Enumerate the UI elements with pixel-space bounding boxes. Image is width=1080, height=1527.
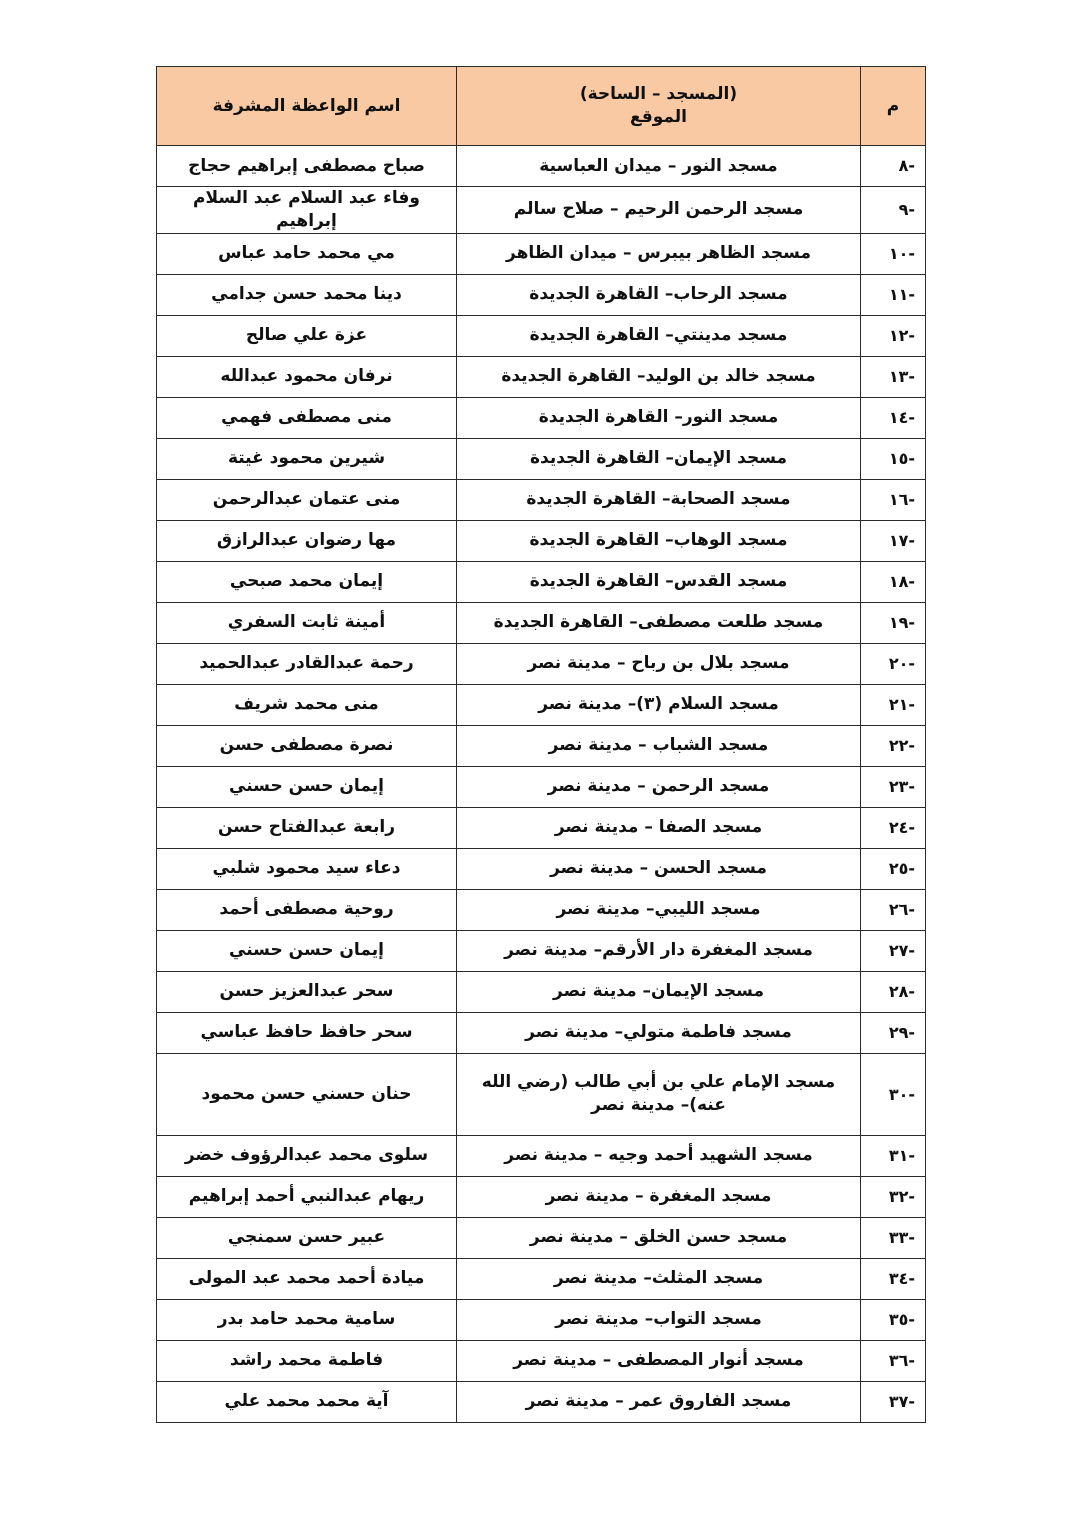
table-row xyxy=(157,397,926,438)
preacher-name-cell: منى محمد شريف xyxy=(157,684,457,725)
row-number: -١٥ xyxy=(861,438,926,479)
mosque-location-cell: مسجد الفاروق عمر – مدينة نصر xyxy=(457,1381,861,1422)
preacher-name-cell: روحية مصطفى أحمد xyxy=(157,889,457,930)
mosque-location-cell: مسجد حسن الخلق – مدينة نصر xyxy=(457,1217,861,1258)
mosque-location-cell: مسجد فاطمة متولي– مدينة نصر xyxy=(457,1012,861,1053)
mosque-location-cell: مسجد المثلث– مدينة نصر xyxy=(457,1258,861,1299)
preacher-name-cell: وفاء عبد السلام عبد السلام إبراهيم xyxy=(157,187,457,234)
table-row xyxy=(157,274,926,315)
row-number: -٣١ xyxy=(861,1135,926,1176)
mosque-location-cell: مسجد الشباب – مدينة نصر xyxy=(457,725,861,766)
row-number: -١٤ xyxy=(861,397,926,438)
row-number: -٣٦ xyxy=(861,1340,926,1381)
preacher-name-cell: عزة علي صالح xyxy=(157,315,457,356)
mosque-location-cell: مسجد السلام (٣)– مدينة نصر xyxy=(457,684,861,725)
row-number: -١١ xyxy=(861,274,926,315)
mosque-location-cell: مسجد النور – ميدان العباسية xyxy=(457,146,861,187)
table-body xyxy=(157,146,926,1423)
table-row xyxy=(157,643,926,684)
preacher-name-cell: دعاء سيد محمود شلبي xyxy=(157,848,457,889)
table-row xyxy=(157,1053,926,1135)
row-number: -٨ xyxy=(861,146,926,187)
row-number: -٩ xyxy=(861,187,926,234)
mosque-location-cell: مسجد الرحمن الرحيم – صلاح سالم xyxy=(457,187,861,234)
table-row xyxy=(157,1135,926,1176)
preacher-name-cell: سحر حافظ حافظ عباسي xyxy=(157,1012,457,1053)
preacher-name-cell: أمينة ثابت السفري xyxy=(157,602,457,643)
table-row xyxy=(157,807,926,848)
preacher-name-cell: حنان حسني حسن محمود xyxy=(157,1053,457,1135)
row-number: -١٦ xyxy=(861,479,926,520)
mosque-location-cell: مسجد طلعت مصطفى– القاهرة الجديدة xyxy=(457,602,861,643)
preacher-name-cell: مي محمد حامد عباس xyxy=(157,233,457,274)
mosque-location-cell: مسجد النور– القاهرة الجديدة xyxy=(457,397,861,438)
preacher-name-cell: إيمان حسن حسني xyxy=(157,930,457,971)
table-row xyxy=(157,971,926,1012)
preacher-name-cell: آية محمد محمد علي xyxy=(157,1381,457,1422)
row-number: -٣٠ xyxy=(861,1053,926,1135)
table-row xyxy=(157,146,926,187)
row-number: -٢٦ xyxy=(861,889,926,930)
mosque-location-cell: مسجد الظاهر بيبرس – ميدان الظاهر xyxy=(457,233,861,274)
table-row xyxy=(157,479,926,520)
mosque-location-cell: مسجد الحسن – مدينة نصر xyxy=(457,848,861,889)
table-row xyxy=(157,1012,926,1053)
row-number: -١٠ xyxy=(861,233,926,274)
mosque-location-cell: مسجد التواب– مدينة نصر xyxy=(457,1299,861,1340)
header-mosque-line1: (المسجد – الساحة) xyxy=(579,84,738,105)
mosque-location-cell: مسجد مدينتي– القاهرة الجديدة xyxy=(457,315,861,356)
row-number: -٣٤ xyxy=(861,1258,926,1299)
table-row xyxy=(157,1217,926,1258)
table-row xyxy=(157,725,926,766)
mosque-location-cell: مسجد المغفرة – مدينة نصر xyxy=(457,1176,861,1217)
preacher-name-cell: صباح مصطفى إبراهيم حجاج xyxy=(157,146,457,187)
row-number: -٢٩ xyxy=(861,1012,926,1053)
row-number: -٣٥ xyxy=(861,1299,926,1340)
table-row xyxy=(157,766,926,807)
preacher-name-cell: فاطمة محمد راشد xyxy=(157,1340,457,1381)
preacher-name-cell: دينا محمد حسن جدامي xyxy=(157,274,457,315)
preacher-name-cell: نرفان محمود عبدالله xyxy=(157,356,457,397)
preacher-name-cell: إيمان محمد صبحي xyxy=(157,561,457,602)
row-number: -٣٣ xyxy=(861,1217,926,1258)
mosque-location-cell: مسجد القدس– القاهرة الجديدة xyxy=(457,561,861,602)
mosque-location-cell: مسجد الإمام علي بن أبي طالب (رضي الله عنه)– مدينة نصر xyxy=(457,1053,861,1135)
table-row xyxy=(157,356,926,397)
row-number: -١٩ xyxy=(861,602,926,643)
table-row xyxy=(157,561,926,602)
row-number: -٢٤ xyxy=(861,807,926,848)
mosque-location-cell: مسجد الوهاب– القاهرة الجديدة xyxy=(457,520,861,561)
mosque-location-cell: مسجد الصحابة– القاهرة الجديدة xyxy=(457,479,861,520)
preacher-name-cell: مها رضوان عبدالرازق xyxy=(157,520,457,561)
header-row xyxy=(157,67,926,146)
mosque-location-cell: مسجد الرحاب– القاهرة الجديدة xyxy=(457,274,861,315)
row-number: -٢٧ xyxy=(861,930,926,971)
mosque-location-cell: مسجد أنوار المصطفى – مدينة نصر xyxy=(457,1340,861,1381)
row-number: -١٣ xyxy=(861,356,926,397)
table-row xyxy=(157,930,926,971)
row-number: -٢٠ xyxy=(861,643,926,684)
mosque-location-cell: مسجد الإيمان– مدينة نصر xyxy=(457,971,861,1012)
mosque-location-cell: مسجد الليبي– مدينة نصر xyxy=(457,889,861,930)
mosque-location-cell: مسجد الشهيد أحمد وجيه – مدينة نصر xyxy=(457,1135,861,1176)
table-row xyxy=(157,187,926,234)
table-row xyxy=(157,1258,926,1299)
table-row xyxy=(157,438,926,479)
row-number: -٢٥ xyxy=(861,848,926,889)
row-number: -٣٧ xyxy=(861,1381,926,1422)
preacher-name-cell: منى عتمان عبدالرحمن xyxy=(157,479,457,520)
preacher-name-cell: شيرين محمود غيتة xyxy=(157,438,457,479)
row-number: -٣٢ xyxy=(861,1176,926,1217)
table-row xyxy=(157,602,926,643)
row-number: -٢٣ xyxy=(861,766,926,807)
preacher-name-cell: ميادة أحمد محمد عبد المولى xyxy=(157,1258,457,1299)
mosque-location-cell: مسجد الإيمان– القاهرة الجديدة xyxy=(457,438,861,479)
mosque-location-cell: مسجد خالد بن الوليد– القاهرة الجديدة xyxy=(457,356,861,397)
preacher-name-cell: ريهام عبدالنبي أحمد إبراهيم xyxy=(157,1176,457,1217)
preacher-name-cell: سلوى محمد عبدالرؤوف خضر xyxy=(157,1135,457,1176)
mosque-location-cell: مسجد الصفا – مدينة نصر xyxy=(457,807,861,848)
header-mosque-line2: الموقع xyxy=(629,107,687,127)
row-number: -١٢ xyxy=(861,315,926,356)
preacher-name-cell: رحمة عبدالقادر عبدالحميد xyxy=(157,643,457,684)
header-num: م xyxy=(861,67,926,146)
table-row xyxy=(157,1381,926,1422)
preacher-name-cell: رابعة عبدالفتاح حسن xyxy=(157,807,457,848)
table-row xyxy=(157,315,926,356)
preacher-name-cell: إيمان حسن حسني xyxy=(157,766,457,807)
table-row xyxy=(157,1299,926,1340)
header-mosque-location xyxy=(457,67,861,146)
preacher-name-cell: سامية محمد حامد بدر xyxy=(157,1299,457,1340)
mosque-location-cell: مسجد بلال بن رباح – مدينة نصر xyxy=(457,643,861,684)
table-row xyxy=(157,889,926,930)
table-row xyxy=(157,1340,926,1381)
table-header xyxy=(157,67,926,146)
table-row xyxy=(157,1176,926,1217)
header-preacher: اسم الواعظة المشرفة xyxy=(157,67,457,146)
table-row xyxy=(157,520,926,561)
table-row xyxy=(157,233,926,274)
preacher-name-cell: عبير حسن سمنجي xyxy=(157,1217,457,1258)
row-number: -١٧ xyxy=(861,520,926,561)
mosque-location-cell: مسجد المغفرة دار الأرقم– مدينة نصر xyxy=(457,930,861,971)
row-number: -٢٢ xyxy=(861,725,926,766)
preacher-name-cell: سحر عبدالعزيز حسن xyxy=(157,971,457,1012)
row-number: -١٨ xyxy=(861,561,926,602)
preacher-name-cell: نصرة مصطفى حسن xyxy=(157,725,457,766)
row-number: -٢١ xyxy=(861,684,926,725)
mosque-location-cell: مسجد الرحمن – مدينة نصر xyxy=(457,766,861,807)
preachers-table xyxy=(156,66,926,1423)
row-number: -٢٨ xyxy=(861,971,926,1012)
preacher-name-cell: منى مصطفى فهمي xyxy=(157,397,457,438)
table-row xyxy=(157,684,926,725)
table-row xyxy=(157,848,926,889)
